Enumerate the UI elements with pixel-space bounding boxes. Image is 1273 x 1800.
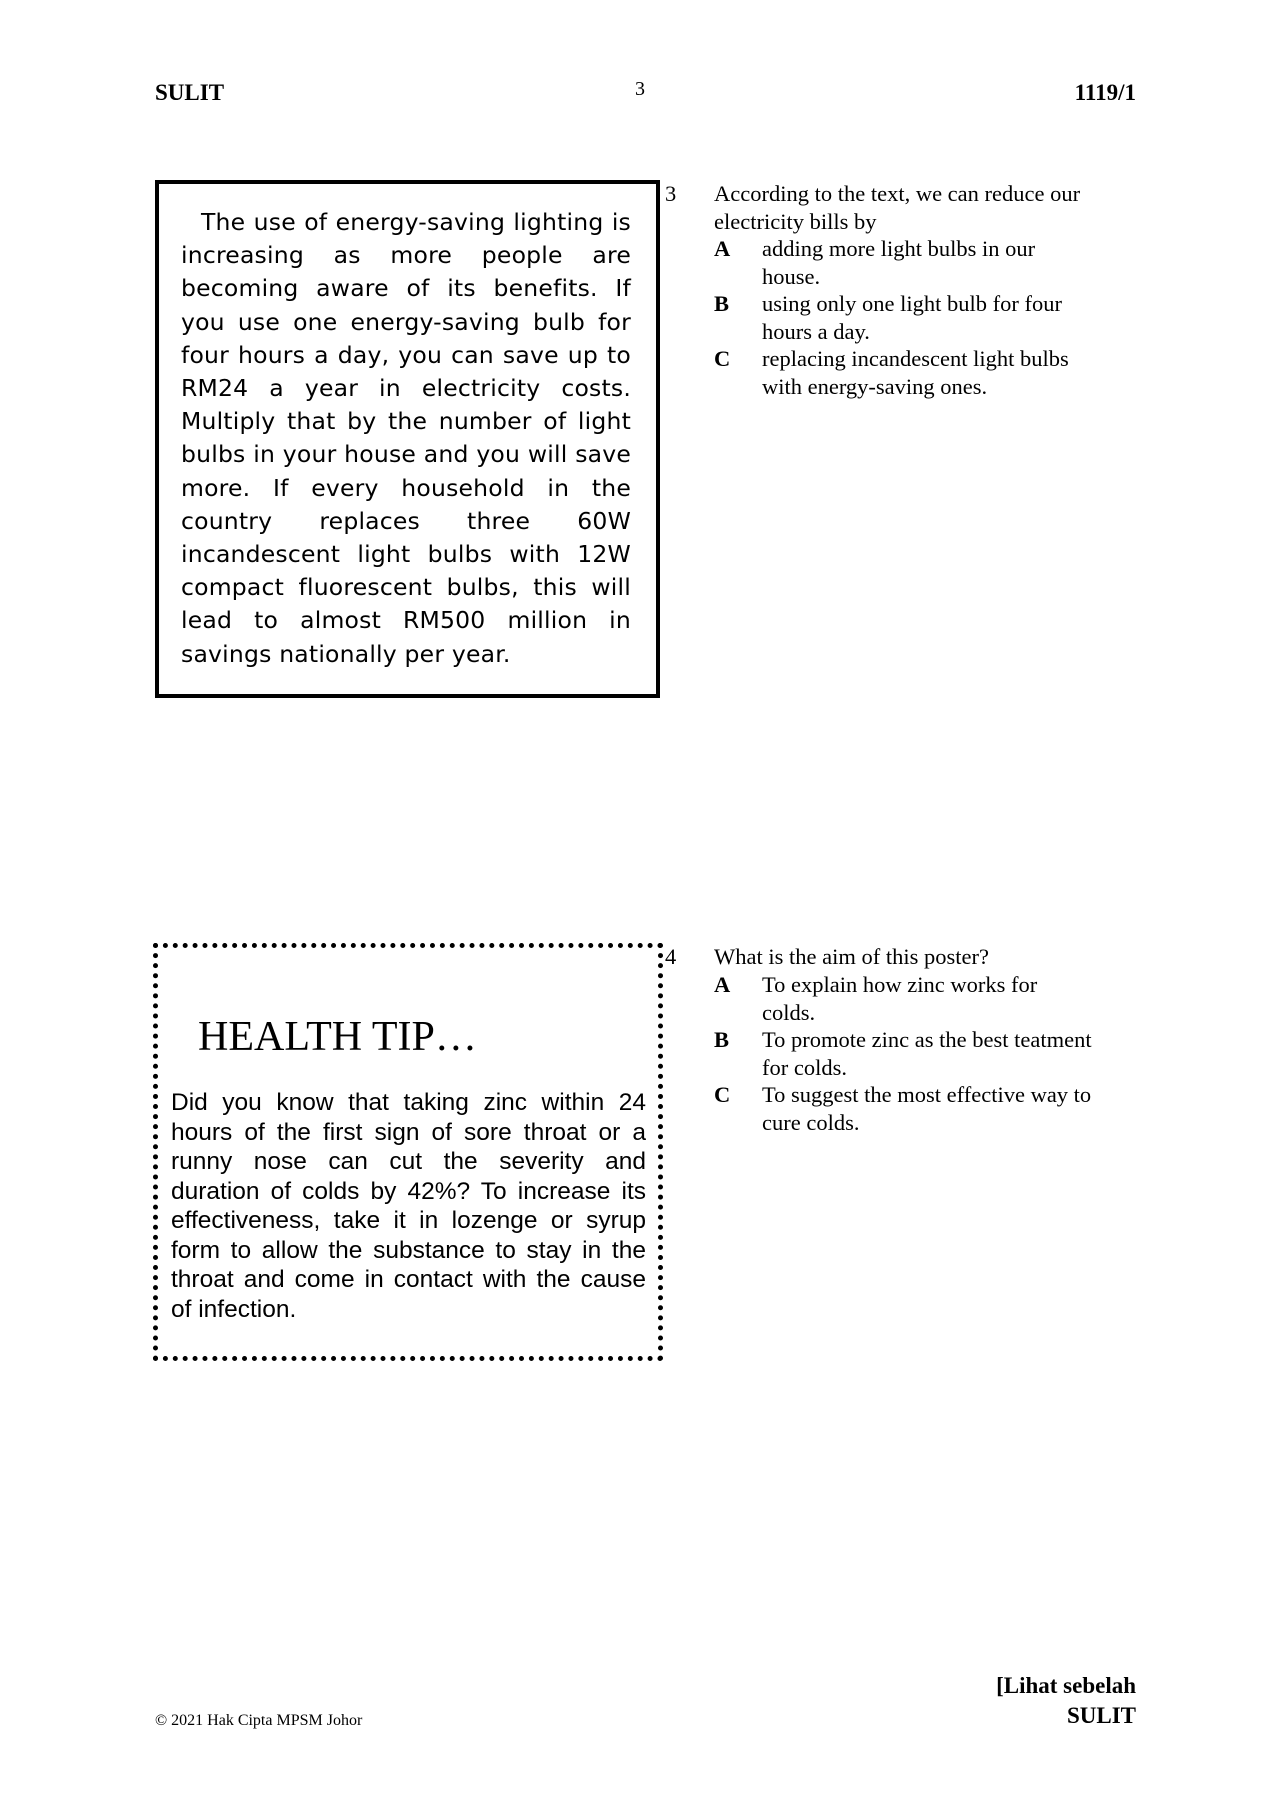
header-sulit-label: SULIT — [155, 80, 225, 105]
option-letter: C — [714, 346, 731, 371]
poster-text: Did you know that taking zinc within 24 hours of the first sign of sore throat or a runny nose can cut the severity and duration of colds by 42%? To increase its effectiveness, take it in lozenge or syrup form to allow the substance to stay in the throat and come in contact with the cause of infection. — [171, 1089, 646, 1323]
option-text: using only one light bulb for four hours a day. — [762, 291, 1062, 344]
option-letter: C — [714, 1082, 731, 1107]
question-4 — [665, 943, 1105, 1163]
question-number: 3 — [665, 181, 677, 206]
paper-code: 1119/1 — [1074, 80, 1136, 105]
option-text: To suggest the most effective way to cure colds. — [762, 1082, 1092, 1135]
option-letter: B — [714, 291, 730, 316]
copyright-notice: © 2021 Hak Cipta MPSM Johor — [155, 1712, 363, 1729]
question-stem: According to the text, we can reduce our electricity bills by — [714, 181, 1081, 234]
option-letter: A — [714, 236, 731, 261]
poster-title: HEALTH TIP… — [198, 1014, 477, 1060]
option-text: To explain how zinc works for colds. — [762, 972, 1038, 1025]
option-text: replacing incandescent light bulbs with energy-saving ones. — [762, 346, 1069, 399]
question-3 — [665, 180, 1105, 400]
next-page-notice: [Lihat sebelah — [996, 1673, 1136, 1698]
option-text: To promote zinc as the best teatment for colds. — [762, 1027, 1092, 1080]
passage-energy-saving-box — [155, 180, 660, 698]
option-letter: A — [714, 972, 731, 997]
option-text: adding more light bulbs in our house. — [762, 236, 1036, 289]
option-letter: B — [714, 1027, 730, 1052]
page-number: 3 — [635, 78, 645, 100]
poster-health-tip-box — [153, 943, 663, 1361]
question-number: 4 — [665, 944, 677, 969]
passage-energy-saving-text: The use of energy-saving lighting is increasing as more people are becoming aware of its benefits. If you use one energy-saving bulb for four hours a day, you can save up to RM24 a year in electricity costs. Multiply that by the number of light bulbs in your house and you will save more. If every household in the country replaces three 60W incandescent light bulbs with 12W compact fluorescent bulbs, this will lead to almost RM500 million in savings nationally per year. — [181, 208, 631, 668]
question-stem: What is the aim of this poster? — [714, 944, 989, 969]
footer-sulit-label: SULIT — [1066, 1703, 1136, 1728]
